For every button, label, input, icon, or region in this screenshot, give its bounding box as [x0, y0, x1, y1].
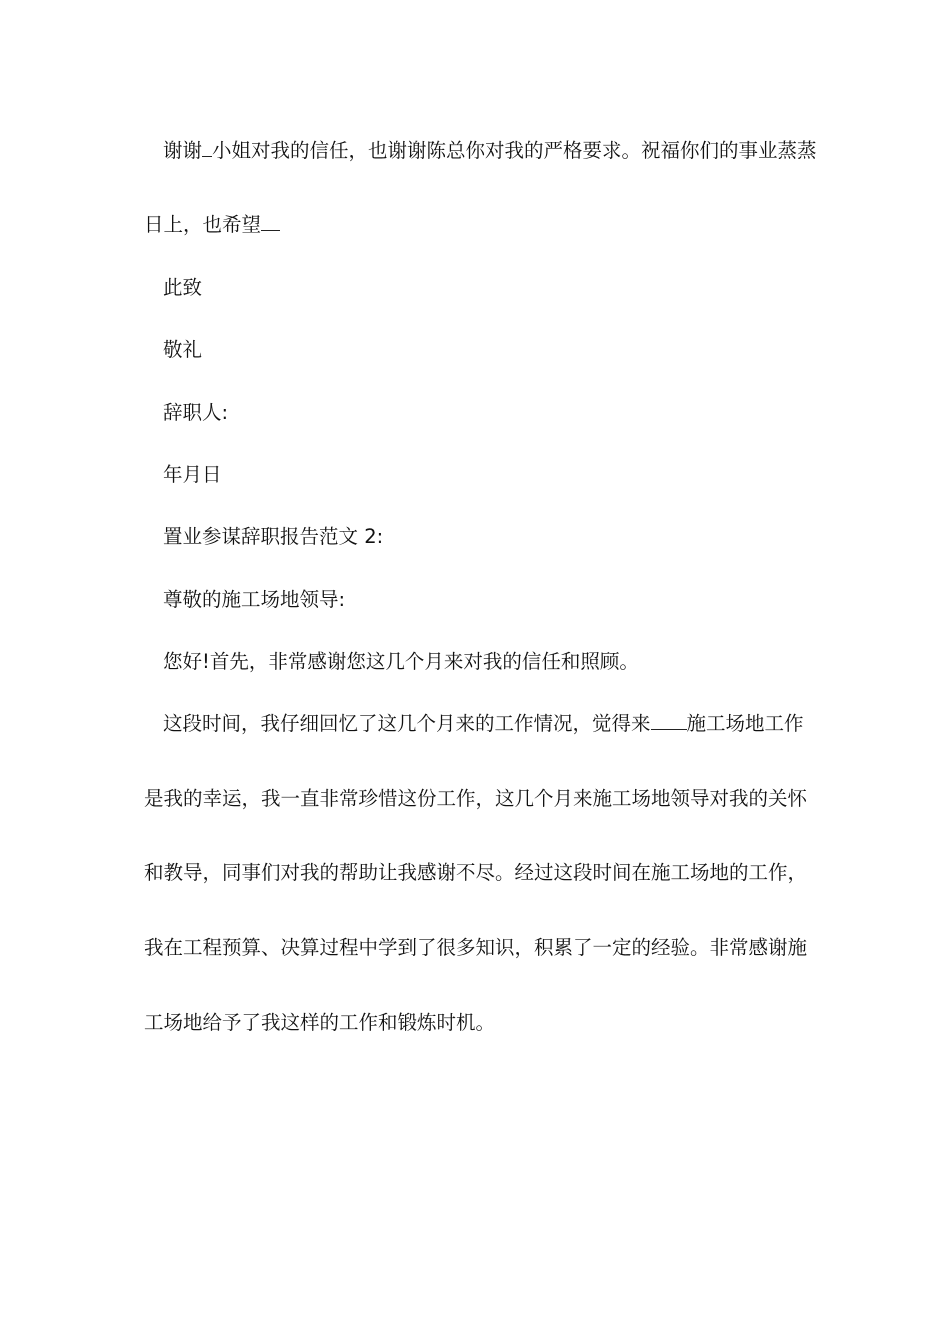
blank-underline: [202, 138, 212, 157]
signer-label: 辞职人:: [163, 401, 229, 424]
closing-jingli: 敬礼: [163, 338, 203, 361]
text-segment: 施工场地工作: [686, 712, 804, 735]
text-segment: 这段时间，我仔细回忆了这几个月来的工作情况，觉得来: [163, 712, 651, 735]
salutation: 尊敬的施工场地领导:: [163, 588, 346, 611]
date-label: 年月日: [163, 463, 222, 486]
blank-underline: [261, 212, 280, 231]
paragraph-thanks-line-1: [163, 138, 833, 164]
text-segment: 谢谢: [163, 139, 203, 162]
body-line-1: [163, 711, 833, 737]
body-line-4: 我在工程预算、决算过程中学到了很多知识，积累了一定的经验。非常感谢施: [144, 936, 808, 959]
body-line-5: 工场地给予了我这样的工作和锻炼时机。: [144, 1011, 496, 1034]
body-line-3: 和教导，同事们对我的帮助让我感谢不尽。经过这段时间在施工场地的工作，: [144, 861, 808, 884]
paragraph-thanks-line-2: [144, 212, 814, 238]
text-segment: 小姐对我的信任，也谢谢陈总你对我的严格要求。祝福你们的事业蒸蒸: [212, 139, 817, 162]
sample-heading: 置业参谋辞职报告范文 2:: [163, 525, 384, 548]
greeting: 您好!首先，非常感谢您这几个月来对我的信任和照顾。: [163, 650, 639, 673]
closing-cizhi: 此致: [163, 276, 203, 299]
body-line-2: 是我的幸运，我一直非常珍惜这份工作，这几个月来施工场地领导对我的关怀: [144, 787, 808, 810]
text-segment: 日上，也希望: [144, 213, 262, 236]
blank-underline: [651, 711, 687, 730]
